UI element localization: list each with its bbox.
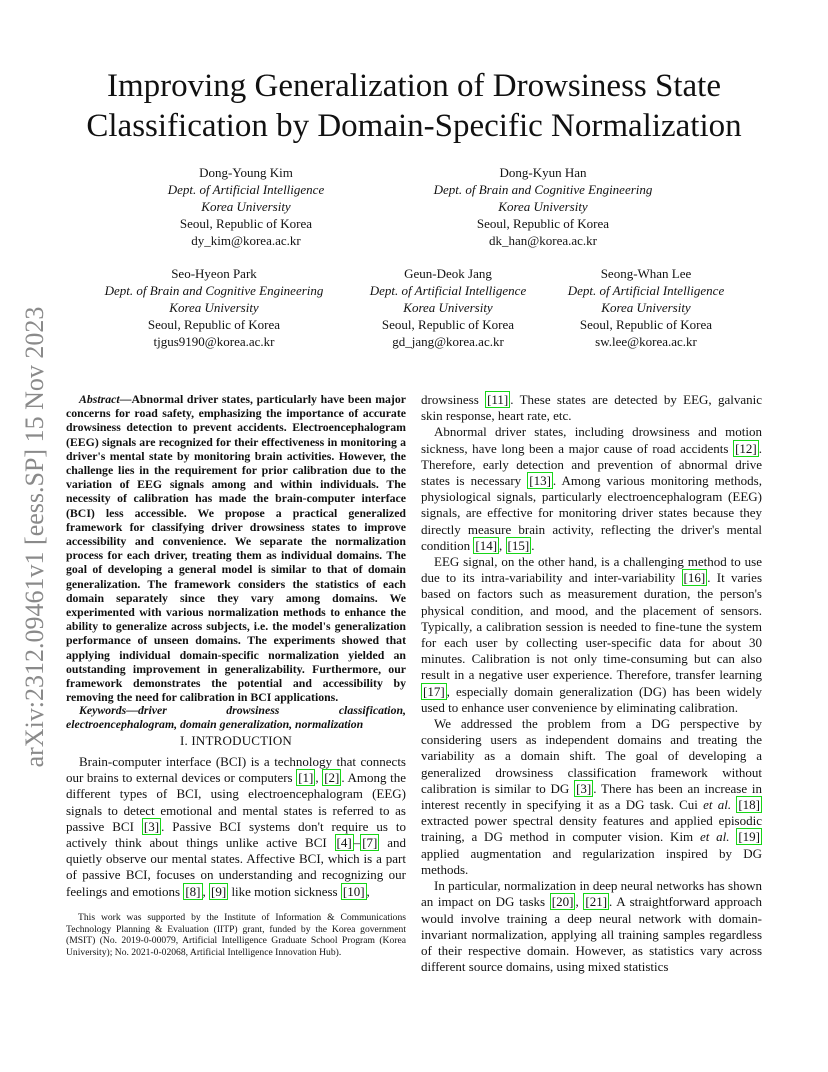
text: Brain-computer interface (BCI) is a technology that connects our brains to external devices or computers <box>66 754 406 786</box>
text: and quietly observe our mental states. Affective BCI, which is a part of passive BCI, focuses on understanding and recognizing our feelings and emotions <box>66 835 406 899</box>
intro-paragraph <box>66 754 406 900</box>
author-email: gd_jang@korea.ac.kr <box>392 334 504 349</box>
citation-link[interactable]: [7] <box>362 835 378 851</box>
text: . Among various monitoring methods, physiological signals, particularly electroencephalogram (EEG) signals, are effective for monitoring driver states because they directly measure brain activity, reflecting the driver's mental condition <box>421 473 762 553</box>
author-name: Seong-Whan Lee <box>600 266 692 281</box>
citation-link[interactable]: [3] <box>576 780 592 796</box>
text: , <box>499 537 506 553</box>
author-dept: Dept. of Brain and Cognitive Engineering <box>433 182 653 197</box>
citation-link[interactable]: [13] <box>529 473 551 489</box>
text: , <box>575 894 584 910</box>
author-dept: Dept. of Artificial Intelligence <box>567 283 725 298</box>
abstract-label: Abstract <box>79 392 120 406</box>
author-dept: Dept. of Artificial Intelligence <box>369 283 527 298</box>
paper-title <box>60 66 768 146</box>
citation-link[interactable]: [19] <box>738 829 761 845</box>
citation-link[interactable]: [8] <box>185 883 201 899</box>
author-name: Seo-Hyeon Park <box>171 266 257 281</box>
keywords-text: —driver drowsiness classification, electroencephalogram, domain generalization, normalization <box>66 703 406 732</box>
arxiv-stamp: arXiv:2312.09461v1 [eess.SP] 15 Nov 2023 <box>20 306 49 768</box>
keywords <box>66 703 406 731</box>
author-name: Geun-Deok Jang <box>404 266 492 281</box>
author-location: Seoul, Republic of Korea <box>147 317 281 332</box>
citation-link[interactable]: [3] <box>143 818 160 834</box>
text: , <box>315 770 323 786</box>
author-univ: Korea University <box>403 300 493 315</box>
author-email: dk_han@korea.ac.kr <box>489 233 597 248</box>
author-block <box>84 265 344 350</box>
citation-link[interactable]: [1] <box>298 770 314 786</box>
author-name: Dong-Young Kim <box>199 165 293 180</box>
text: drowsiness <box>421 392 486 407</box>
author-univ: Korea University <box>201 199 291 214</box>
text: like motion sickness <box>228 883 341 899</box>
text: applied augmentation and regularization inspired by DG methods. <box>421 845 762 877</box>
author-dept: Dept. of Artificial Intelligence <box>167 182 325 197</box>
citation-link[interactable]: [16] <box>683 570 706 586</box>
author-block <box>546 265 746 350</box>
author-block <box>413 164 673 249</box>
abstract-text: —Abnormal driver states, particularly have been major concerns for road safety, emphasizing the importance of accurate drowsiness detection to prevent accidents. Electroencephalogram (EEG) signals are recognized for their effectiveness in monitoring a driver's mental state by monitoring brain activities. However, the challenge lies in the requirement for prior calibration due to the variation of EEG signals among and within individuals. The necessity of calibration has made the brain-computer interface (BCI) less accessible. We propose a practical generalized framework for classifying driver drowsiness states to improve accessibility and convenience. We separate the normalization process for each driver, treating them as individual domains. The goal of developing a general model is similar to that of domain generalization. The framework considers the statistics of each domain separately since they vary among domains. We experimented with various normalization methods to enhance the ability to generalize across subjects, i.e. the model's generalization performance of unseen domains. The experiments showed that applying individual domain-specific normalization yielded an outstanding improvement in generalizability. Furthermore, our framework demonstrates the potential and accessibility by removing the need for calibration in BCI applications. <box>66 392 406 705</box>
text: EEG signal, on the other hand, is a challenging method to use due to its intra-variability and inter-variability <box>421 554 762 586</box>
author-name: Dong-Kyun Han <box>499 165 587 180</box>
author-location: Seoul, Republic of Korea <box>179 216 313 231</box>
text: . <box>531 537 535 553</box>
author-location: Seoul, Republic of Korea <box>476 216 610 231</box>
text: , especially domain generalization (DG) has been widely used to enhance user convenience by eliminating calibration. <box>421 683 762 715</box>
citation-link[interactable]: [10] <box>342 883 365 899</box>
text: In particular, normalization in deep neural networks has shown an impact on DG tasks <box>421 878 762 910</box>
author-univ: Korea University <box>601 300 691 315</box>
citation-link[interactable]: [18] <box>738 797 760 813</box>
author-dept: Dept. of Brain and Cognitive Engineering <box>104 283 324 298</box>
author-email: dy_kim@korea.ac.kr <box>191 233 301 248</box>
citation-link[interactable]: [15] <box>507 537 530 553</box>
right-column <box>421 392 762 975</box>
author-location: Seoul, Republic of Korea <box>381 317 515 332</box>
citation-link[interactable]: [21] <box>585 894 608 910</box>
citation-link[interactable]: [17] <box>423 683 445 699</box>
text: et al. <box>703 797 732 813</box>
title-line-1: Improving Generalization of Drowsiness State <box>106 68 721 104</box>
keywords-label: Keywords <box>79 703 127 717</box>
text: , <box>202 883 210 899</box>
text: extracted power spectral density features and applied episodic training, a DG method in computer vision. Kim <box>421 813 762 845</box>
author-block <box>146 164 346 249</box>
text: . These states are detected by EEG, galvanic skin response, heart rate, etc. <box>421 392 762 424</box>
abstract <box>66 392 406 704</box>
text: – <box>353 835 361 851</box>
text: , <box>366 883 370 899</box>
author-univ: Korea University <box>498 199 588 214</box>
text: We addressed the problem from a DG perspective by considering users as independent domains and treating the variability as a domain shift. The goal of developing a generalized drowsiness classification framework without calibration is similar to DG <box>421 716 762 796</box>
text: . There has been an increase in interest recently in specifying it as a DG task. Cui <box>421 780 762 813</box>
citation-link[interactable]: [2] <box>324 770 340 786</box>
author-block <box>348 265 548 350</box>
text: . A straightforward approach would involve training a deep neural network with domain-invariant normalization, applying all training samples regardless of their respective domain. However, as statistics vary across different source domains, using mixed statistics <box>421 894 763 975</box>
author-email: sw.lee@korea.ac.kr <box>595 334 697 349</box>
text: et al. <box>699 829 730 845</box>
section-heading: I. INTRODUCTION <box>179 733 293 748</box>
citation-link[interactable]: [4] <box>336 835 352 851</box>
text: . It varies based on factors such as measurement duration, the person's physical condition, and mood, and the placement of sensors. Typically, a calibration session is needed to fine-tune the system for each user by collecting user-specific data for about 30 minutes. Calibration is not only time-consuming but can also result in a negative user experience. Therefore, transfer learning <box>421 570 762 683</box>
citation-link[interactable]: [9] <box>211 883 227 899</box>
citation-link[interactable]: [11] <box>487 392 509 407</box>
author-univ: Korea University <box>169 300 259 315</box>
citation-link[interactable]: [12] <box>735 440 757 456</box>
text: Abnormal driver states, including drowsiness and motion sickness, have long been a major cause of road accidents <box>421 424 762 456</box>
citation-link[interactable]: [14] <box>475 537 498 553</box>
footnote: This work was supported by the Institute of Information & Communications Technology Planning & Evaluation (IITP) grant, funded by the Korea government (MSIT) (No. 2019-0-00079, Artificial Intelligence Graduate School Program (Korea University); No. 2021-0-02068, Artificial Intelligence Innovation Hub). <box>66 912 406 958</box>
author-email: tjgus9190@korea.ac.kr <box>153 334 275 349</box>
text: . Therefore, early detection and prevention of abnormal drive states is necessary <box>421 440 762 489</box>
text: . Among the different types of BCI, using electroencephalogram (EEG) signals to detect emotional and mental states is referred to as passive BCI <box>66 770 406 834</box>
citation-link[interactable]: [20] <box>551 894 574 910</box>
title-line-2: Classification by Domain-Specific Normalization <box>86 108 742 144</box>
text: . Passive BCI systems don't require us to actively think about things unlike active BCI <box>66 818 406 851</box>
author-location: Seoul, Republic of Korea <box>579 317 713 332</box>
